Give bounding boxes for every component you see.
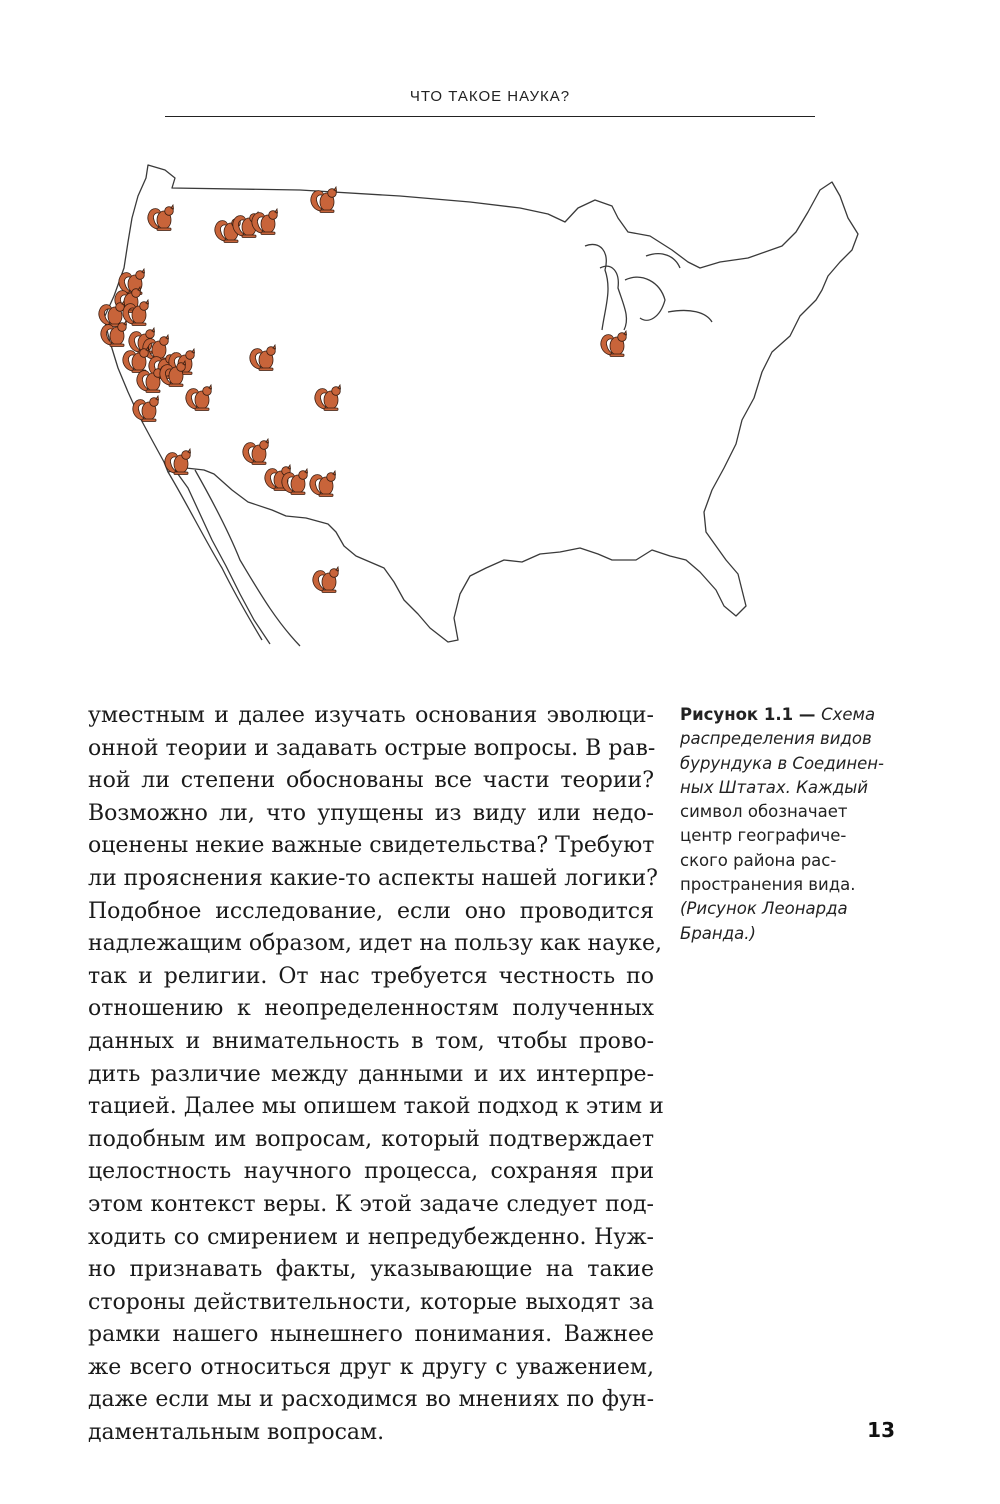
chipmunk-icon bbox=[313, 567, 339, 593]
body-line: так и религии. От нас требуется честность по bbox=[88, 963, 654, 989]
chipmunk-icon bbox=[243, 439, 269, 465]
caption-line: Бранда.) bbox=[680, 923, 756, 943]
body-line: Подобное исследование, если оно проводится bbox=[88, 898, 654, 924]
body-line: рамки нашего нынешнего понимания. Важнее bbox=[88, 1322, 654, 1348]
chipmunk-icon bbox=[310, 471, 336, 497]
caption-line: пространения вида. bbox=[680, 875, 856, 895]
body-line: стороны действительности, которые выходят за bbox=[88, 1289, 654, 1315]
caption-first-line bbox=[680, 703, 895, 727]
chipmunk-icon bbox=[601, 331, 627, 357]
body-line: дить различие между данными и их интерпре- bbox=[88, 1061, 654, 1087]
caption-line: центр географиче- bbox=[680, 826, 847, 846]
body-line: этом контекст веры. К этой задаче следует под- bbox=[88, 1191, 654, 1217]
chipmunk-icon bbox=[133, 396, 159, 422]
chipmunk-icon bbox=[315, 385, 341, 411]
body-line: ной ли степени обоснованы все части теории? bbox=[88, 768, 654, 794]
caption-line: символ обозначает bbox=[680, 802, 848, 822]
body-line: надлежащим образом, идет на пользу как науке, bbox=[88, 931, 662, 957]
body-line: ли прояснения какие-то аспекты нашей логики? bbox=[88, 865, 658, 891]
body-line: подобным им вопросам, который подтверждает bbox=[88, 1126, 654, 1152]
caption-line: бурундука в Соединен- bbox=[680, 753, 885, 773]
caption-line: Схема bbox=[821, 705, 876, 724]
chipmunk-icon bbox=[165, 449, 191, 475]
chipmunk-distribution-map bbox=[80, 150, 880, 670]
running-title: ЧТО ТАКОЕ НАУКА? bbox=[409, 88, 571, 105]
chipmunk-icon bbox=[252, 209, 278, 235]
body-line: целостность научного процесса, сохраняя при bbox=[88, 1159, 654, 1185]
body-line: Возможно ли, что упущены из виду или недо- bbox=[88, 800, 654, 826]
chipmunk-icon bbox=[186, 385, 212, 411]
header-rule bbox=[165, 116, 815, 117]
figure-label: Рисунок 1.1 bbox=[680, 705, 794, 724]
species-markers bbox=[99, 187, 627, 593]
caption-line: ского района рас- bbox=[680, 850, 837, 870]
body-line: онной теории и задавать острые вопросы. В рав- bbox=[88, 735, 656, 761]
body-line: но признавать факты, указывающие на такие bbox=[88, 1257, 654, 1283]
chipmunk-icon bbox=[250, 345, 276, 371]
body-line: уместным и далее изучать основания эволюци- bbox=[88, 703, 654, 728]
body-text bbox=[88, 700, 664, 1450]
body-line: даже если мы и расходимся во мнениях по фун- bbox=[88, 1387, 654, 1413]
caption-line: ных Штатах. Каждый bbox=[680, 777, 869, 797]
figure-dash: — bbox=[793, 705, 822, 724]
body-line: же всего относиться друг к другу с уважением, bbox=[88, 1354, 654, 1380]
body-line: тацией. Далее мы опишем такой подход к этим и bbox=[88, 1094, 664, 1120]
page-number: 13 bbox=[867, 1418, 895, 1442]
body-line: даментальным вопросам. bbox=[88, 1420, 385, 1446]
body-line: ходить со смирением и непредубежденно. Нуж- bbox=[88, 1224, 654, 1250]
chipmunk-icon bbox=[148, 205, 174, 231]
caption-line: (Рисунок Леонарда bbox=[680, 899, 848, 919]
figure-caption bbox=[680, 703, 895, 946]
body-line: оценены некие важные свидетельства? Требуют bbox=[88, 833, 655, 859]
body-line: данных и внимательность в том, чтобы прово- bbox=[88, 1028, 654, 1054]
caption-line: распределения видов bbox=[680, 729, 872, 749]
body-line: отношению к неопределенностям полученных bbox=[88, 996, 654, 1022]
